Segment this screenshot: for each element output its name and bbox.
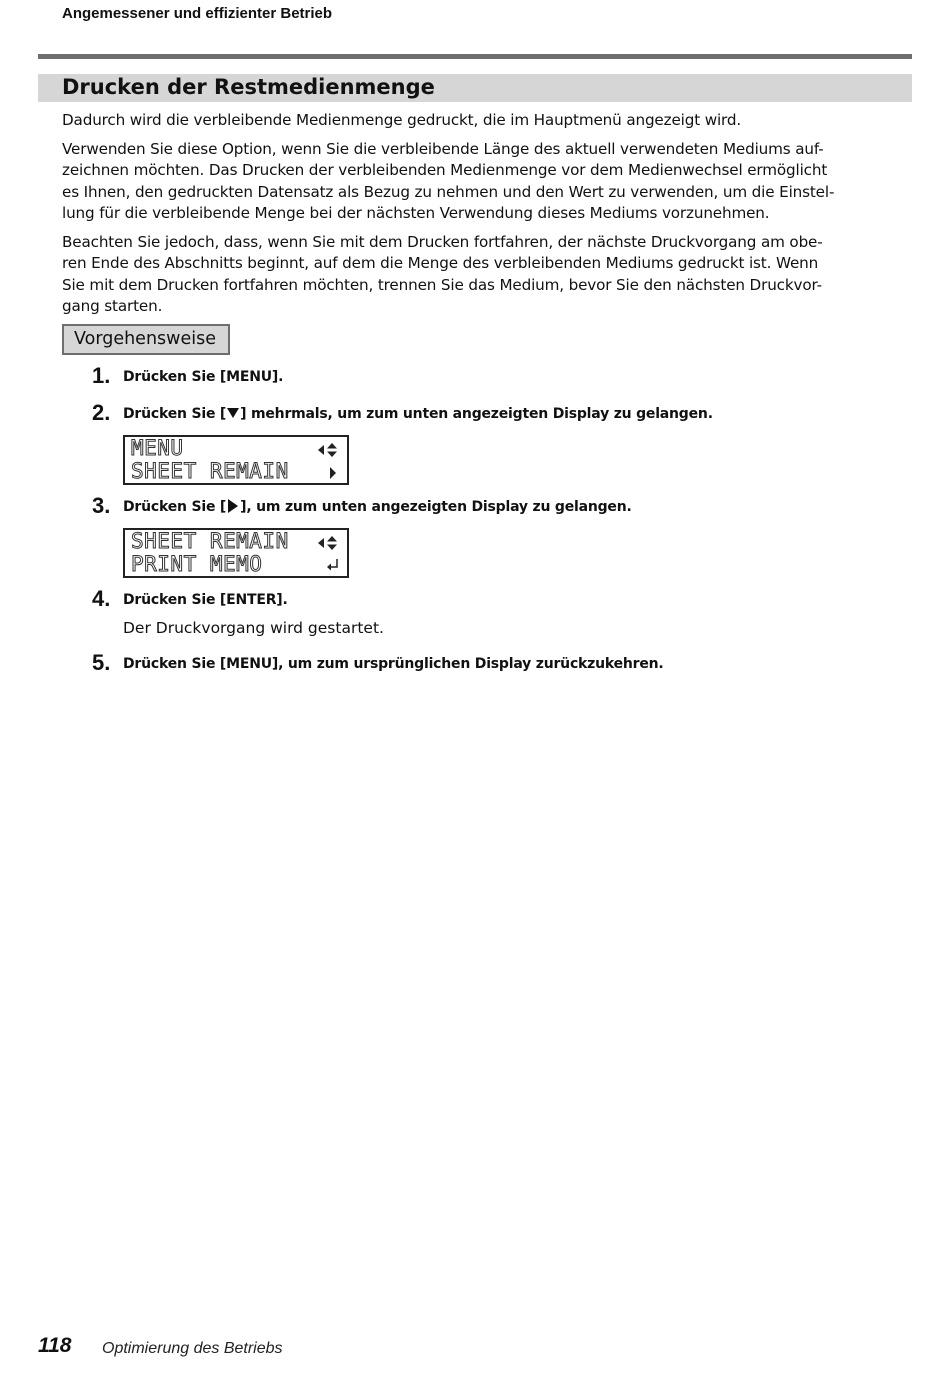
right-arrow-icon xyxy=(328,465,338,481)
step-text xyxy=(123,656,664,672)
page-number: 118 xyxy=(38,1334,72,1357)
step-number: 5. xyxy=(92,650,111,675)
lcd-display xyxy=(123,435,349,485)
step-number: 1. xyxy=(92,363,111,388)
right-key-icon xyxy=(228,499,238,513)
left-updown-arrows-icon xyxy=(317,442,341,458)
text-line: Beachten Sie jedoch, dass, wenn Sie mit dem Drucken fortfahren, der nächste Druckvorgang am obe- xyxy=(62,233,823,251)
text-line: gang starten. xyxy=(62,297,163,316)
step-text-part: Drücken Sie [ xyxy=(123,499,227,515)
lcd-line: SHEET REMAIN xyxy=(131,459,289,483)
step-number: 3. xyxy=(92,493,111,518)
down-key-icon xyxy=(227,408,239,418)
running-head: Angemessener und effizienter Betrieb xyxy=(62,5,333,22)
text-line: lung für die verbleibende Menge bei der nächsten Verwendung dieses Mediums vorzunehmen. xyxy=(62,204,770,223)
step-result: Der Druckvorgang wird gestartet. xyxy=(123,619,384,637)
text-line: Verwenden Sie diese Option, wenn Sie die verbleibende Länge des aktuell verwendeten Mediums auf- xyxy=(62,140,824,158)
lcd-display xyxy=(123,528,349,578)
header-rule xyxy=(38,54,912,59)
step-text xyxy=(123,499,632,515)
step-text xyxy=(123,406,713,422)
step-text xyxy=(123,369,283,385)
procedure-heading: Vorgehensweise xyxy=(74,329,216,349)
step-text-part: Drücken Sie [MENU]. xyxy=(123,369,284,385)
left-updown-arrows-icon xyxy=(317,535,341,551)
step-text xyxy=(123,592,288,608)
step-number: 2. xyxy=(92,400,111,425)
text-line: Sie mit dem Drucken fortfahren möchten, trennen Sie das Medium, bevor Sie den nächsten Druckvor- xyxy=(62,275,822,294)
text-line: zeichnen möchten. Das Drucken der verbleibenden Medienmenge vor dem Medienwechsel ermöglicht xyxy=(62,161,828,180)
step-text-part: Drücken Sie [ xyxy=(123,406,227,422)
lcd-line: SHEET REMAIN xyxy=(131,529,289,553)
lcd-line: MENU xyxy=(131,436,184,460)
step-number: 4. xyxy=(92,586,111,611)
chapter-title: Optimierung des Betriebs xyxy=(102,1340,283,1357)
text-line: es Ihnen, den gedruckten Datensatz als Bezug zu nehmen und den Wert zu verwenden, um die Einstel- xyxy=(62,182,835,201)
section-title: Drucken der Restmedienmenge xyxy=(62,75,435,99)
lcd-line: PRINT MEMO xyxy=(131,552,263,576)
step-text-part: Drücken Sie [MENU], um zum ursprünglichen Display zurückzukehren. xyxy=(123,656,664,672)
text-line: ren Ende des Abschnitts beginnt, auf dem die Menge des verbleibenden Mediums gedruckt ist. Wenn xyxy=(62,254,819,273)
step-text-part: ] mehrmals, um zum unten angezeigten Display zu gelangen. xyxy=(240,406,713,422)
note-paragraph xyxy=(62,232,882,318)
text-line: Dadurch wird die verbleibende Medienmenge gedruckt, die im Hauptmenü angezeigt wird. xyxy=(62,111,742,129)
step-text-part: Drücken Sie [ENTER]. xyxy=(123,592,288,608)
step-text-part: ], um zum unten angezeigten Display zu gelangen. xyxy=(240,499,632,515)
enter-arrow-icon xyxy=(325,557,341,573)
intro-paragraph xyxy=(62,110,882,131)
usage-paragraph xyxy=(62,139,882,225)
